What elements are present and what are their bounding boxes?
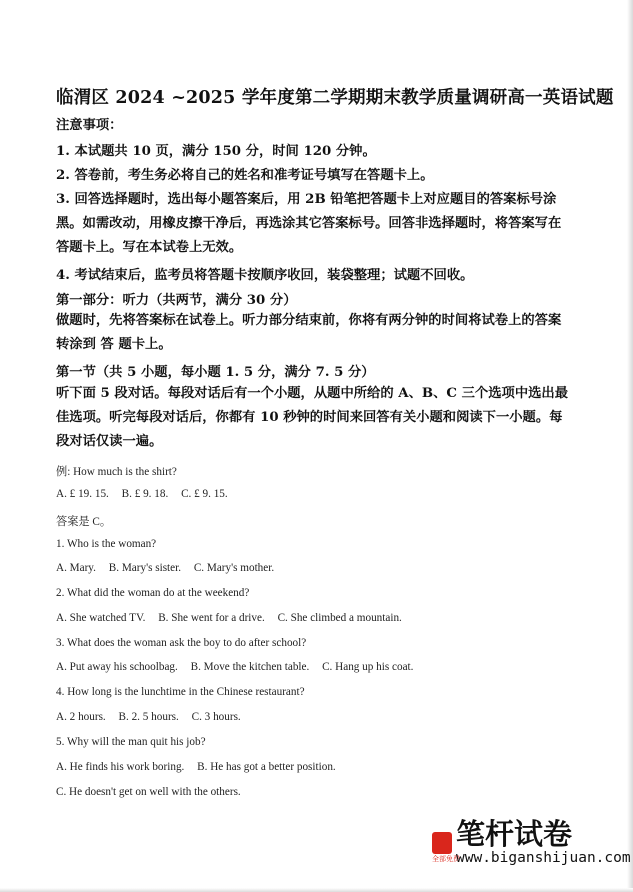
option-c: C. She climbed a mountain. bbox=[277, 612, 402, 624]
option-a: A. She watched TV. bbox=[56, 612, 146, 624]
question-5: 5. Why will the man quit his job? bbox=[56, 736, 206, 748]
section1-instruction: 听下面 5 段对话。每段对话后有一个小题，从题中所给的 A、B、C 三个选项中选出最佳选项。听完每段对话后，你都有 10 秒钟的时间来回答有关小题和阅读下一小题。每段对话仅读一遍。 bbox=[56, 386, 569, 449]
question-5-options bbox=[56, 761, 336, 773]
option-b: B. Mary's sister. bbox=[108, 562, 182, 574]
example-options bbox=[56, 488, 228, 500]
question-4: 4. How long is the lunchtime in the Chinese restaurant? bbox=[56, 686, 305, 698]
section1-heading: 第一节（共 5 小题，每小题 1. 5 分，满分 7. 5 分） bbox=[56, 365, 375, 380]
option-c: C. 3 hours. bbox=[191, 711, 241, 723]
notice-heading: 注意事项： bbox=[56, 118, 123, 133]
watermark-title: 笔杆试卷 bbox=[456, 817, 573, 851]
note-3: 3. 回答选择题时，选出每小题答案后，用 2B 铅笔把答题卡上对应题目的答案标号涂黑。如需改动，用橡皮擦干净后，再选涂其它答案标号。回答非选择题时，将答案写在答题卡上。写在本试卷上无效。 bbox=[56, 192, 562, 255]
option-b: B. He has got a better position. bbox=[197, 761, 336, 773]
note-2: 2. 答卷前，考生务必将自己的姓名和准考证号填写在答题卡上。 bbox=[56, 168, 434, 183]
example-question: 例: How much is the shirt? bbox=[56, 466, 177, 478]
example-answer: 答案是 C。 bbox=[56, 516, 112, 528]
question-5-option-c: C. He doesn't get on well with the others. bbox=[56, 786, 241, 798]
watermark-url: www.biganshijuan.com bbox=[456, 850, 631, 866]
note-4: 4. 考试结束后，监考员将答题卡按顺序收回，装袋整理；试题不回收。 bbox=[56, 268, 474, 283]
option-c: C. Mary's mother. bbox=[193, 562, 275, 574]
part1-heading: 第一部分：听力（共两节，满分 30 分） bbox=[56, 293, 297, 308]
watermark-logo-text: 全部免费 bbox=[432, 855, 460, 863]
watermark bbox=[432, 812, 631, 872]
part1-instruction: 做题时，先将答案标在试卷上。听力部分结束前，你将有两分钟的时间将试卷上的答案转涂到 答 题卡上。 bbox=[56, 313, 562, 352]
option-a: A. 2 hours. bbox=[56, 711, 106, 723]
exam-title: 临渭区 2024 ~2025 学年度第二学期期末教学质量调研高一英语试题 bbox=[56, 88, 614, 108]
question-3: 3. What does the woman ask the boy to do after school? bbox=[56, 637, 307, 649]
note-1: 1. 本试题共 10 页，满分 150 分，时间 120 分钟。 bbox=[56, 144, 376, 159]
option-b: B. £ 9. 18. bbox=[121, 488, 169, 500]
option-a: A. He finds his work boring. bbox=[56, 761, 185, 773]
option-a: A. Put away his schoolbag. bbox=[56, 661, 178, 673]
question-4-options bbox=[56, 711, 241, 723]
option-c: C. Hang up his coat. bbox=[322, 661, 414, 673]
page-edge-shadow-bottom bbox=[0, 888, 633, 892]
question-2-options bbox=[56, 612, 402, 624]
option-c: C. £ 9. 15. bbox=[181, 488, 228, 500]
option-a: A. Mary. bbox=[56, 562, 96, 574]
watermark-logo-icon bbox=[432, 832, 452, 854]
option-b: B. Move the kitchen table. bbox=[190, 661, 310, 673]
question-3-options bbox=[56, 661, 413, 673]
question-1: 1. Who is the woman? bbox=[56, 538, 157, 550]
option-a: A. £ 19. 15. bbox=[56, 488, 109, 500]
question-2: 2. What did the woman do at the weekend? bbox=[56, 587, 250, 599]
option-b: B. 2. 5 hours. bbox=[118, 711, 179, 723]
page-edge-shadow bbox=[627, 0, 633, 892]
question-1-options bbox=[56, 562, 274, 574]
option-b: B. She went for a drive. bbox=[158, 612, 265, 624]
